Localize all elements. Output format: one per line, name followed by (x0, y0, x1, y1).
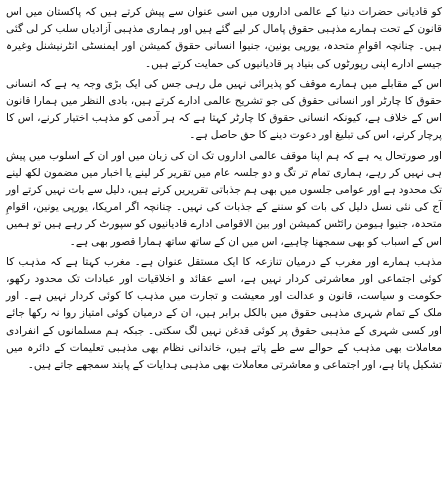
paragraph-3: اور صورتحال یہ ہے کہ ہم اپنا موقف عالمی اداروں تک ان کی زبان میں اور ان کے اسلوب میں پیش ہی نہیں کر رہے، ہماری تمام تر تگ و دو جلسہ عام میں تقریر کر لینے یا اخبار میں مضمون لکھ لینے تک محدود ہے اور عوامی جلسوں میں بھی ہم جذباتی تقریریں کرتے ہیں، دلیل سے بات نہیں کرتے اور آج کی نئی نسل دلیل کی بات کو سننے کے جذبات کی نہیں۔ چنانچہ اگر امریکا، یورپی یونین، اقوامِ متحدہ، جنیوا ہیومن رائٹس کمیشن اور بین الاقوامی ادارے قادیانیوں کو سپورٹ کر رہے ہیں تو ہمیں اس کے اسباب کو بھی سمجھنا چاہیے، اس میں ان کے ساتھ ساتھ ہمارا قصور بھی ہے۔ (6, 149, 442, 248)
paragraph-1: کو قادیانی حضرات دنیا کے عالمی اداروں میں اسی عنوان سے پیش کرتے ہیں کہ پاکستان میں اس قانون کے تحت ہمارے مذہبی حقوق پامال کر لیے گئے ہیں اور ہماری مذہبی آزادیاں سلب کر لی گئی ہیں۔ چنانچہ اقوامِ متحدہ، یورپی یونین، جنیوا انسانی حقوق کمیشن اور ایمنسٹی انٹرنیشنل وغیرہ جیسے ادارے اپنی رپورٹوں کی بنیاد پر قادیانیوں کی حمایت کرتے ہیں۔ (6, 6, 442, 70)
paragraph-4: مذہب ہمارے اور مغرب کے درمیان تنازعہ کا ایک مستقل عنوان ہے۔ مغرب کہتا ہے کہ مذہب کا کوئی اجتماعی اور معاشرتی کردار نہیں ہے، اسے عقائد و اخلاقیات اور عبادات تک محدود رکھو، حکومت و سیاست، قانون و عدالت اور معیشت و تجارت میں مذہب کا کوئی کردار نہیں ہے۔ اور ملک کے تمام شہری مذہبی حقوق میں بالکل برابر ہیں، ان کے درمیان کوئی امتیاز روا نہ رکھا جائے اور کسی شہری کے مذہبی حقوق پر کوئی قدغن نہیں لگ سکتی۔ جبکہ ہم مسلمانوں کے انفرادی معاملات بھی مذہب کے حوالے سے طے پاتے ہیں، خاندانی نظام بھی مذہبی تعلیمات کے دائرہ میں تشکیل پاتا ہے، اور اجتماعی و معاشرتی معاملات بھی مذہبی ہدایات کے پابند سمجھے جاتے ہیں۔ (6, 255, 442, 372)
paragraph-2: اس کے مقابلے میں ہمارے موقف کو پذیرائی نہیں مل رہی جس کی ایک بڑی وجہ یہ ہے کہ انسانی حقوق کا چارٹر اور انسانی حقوق کی جو تشریح عالمی ادارے کرتے ہیں، بادی النظر میں ہمارا قانون اس کے خلاف ہے، کیونکہ انسانی حقوق کا چارٹر کہتا ہے کہ ہر آدمی کو مذہب اختیار کرنے، اس کا پرچار کرنے، اس کی تبلیغ اور دعوت دینے کا حق حاصل ہے۔ (6, 77, 442, 142)
